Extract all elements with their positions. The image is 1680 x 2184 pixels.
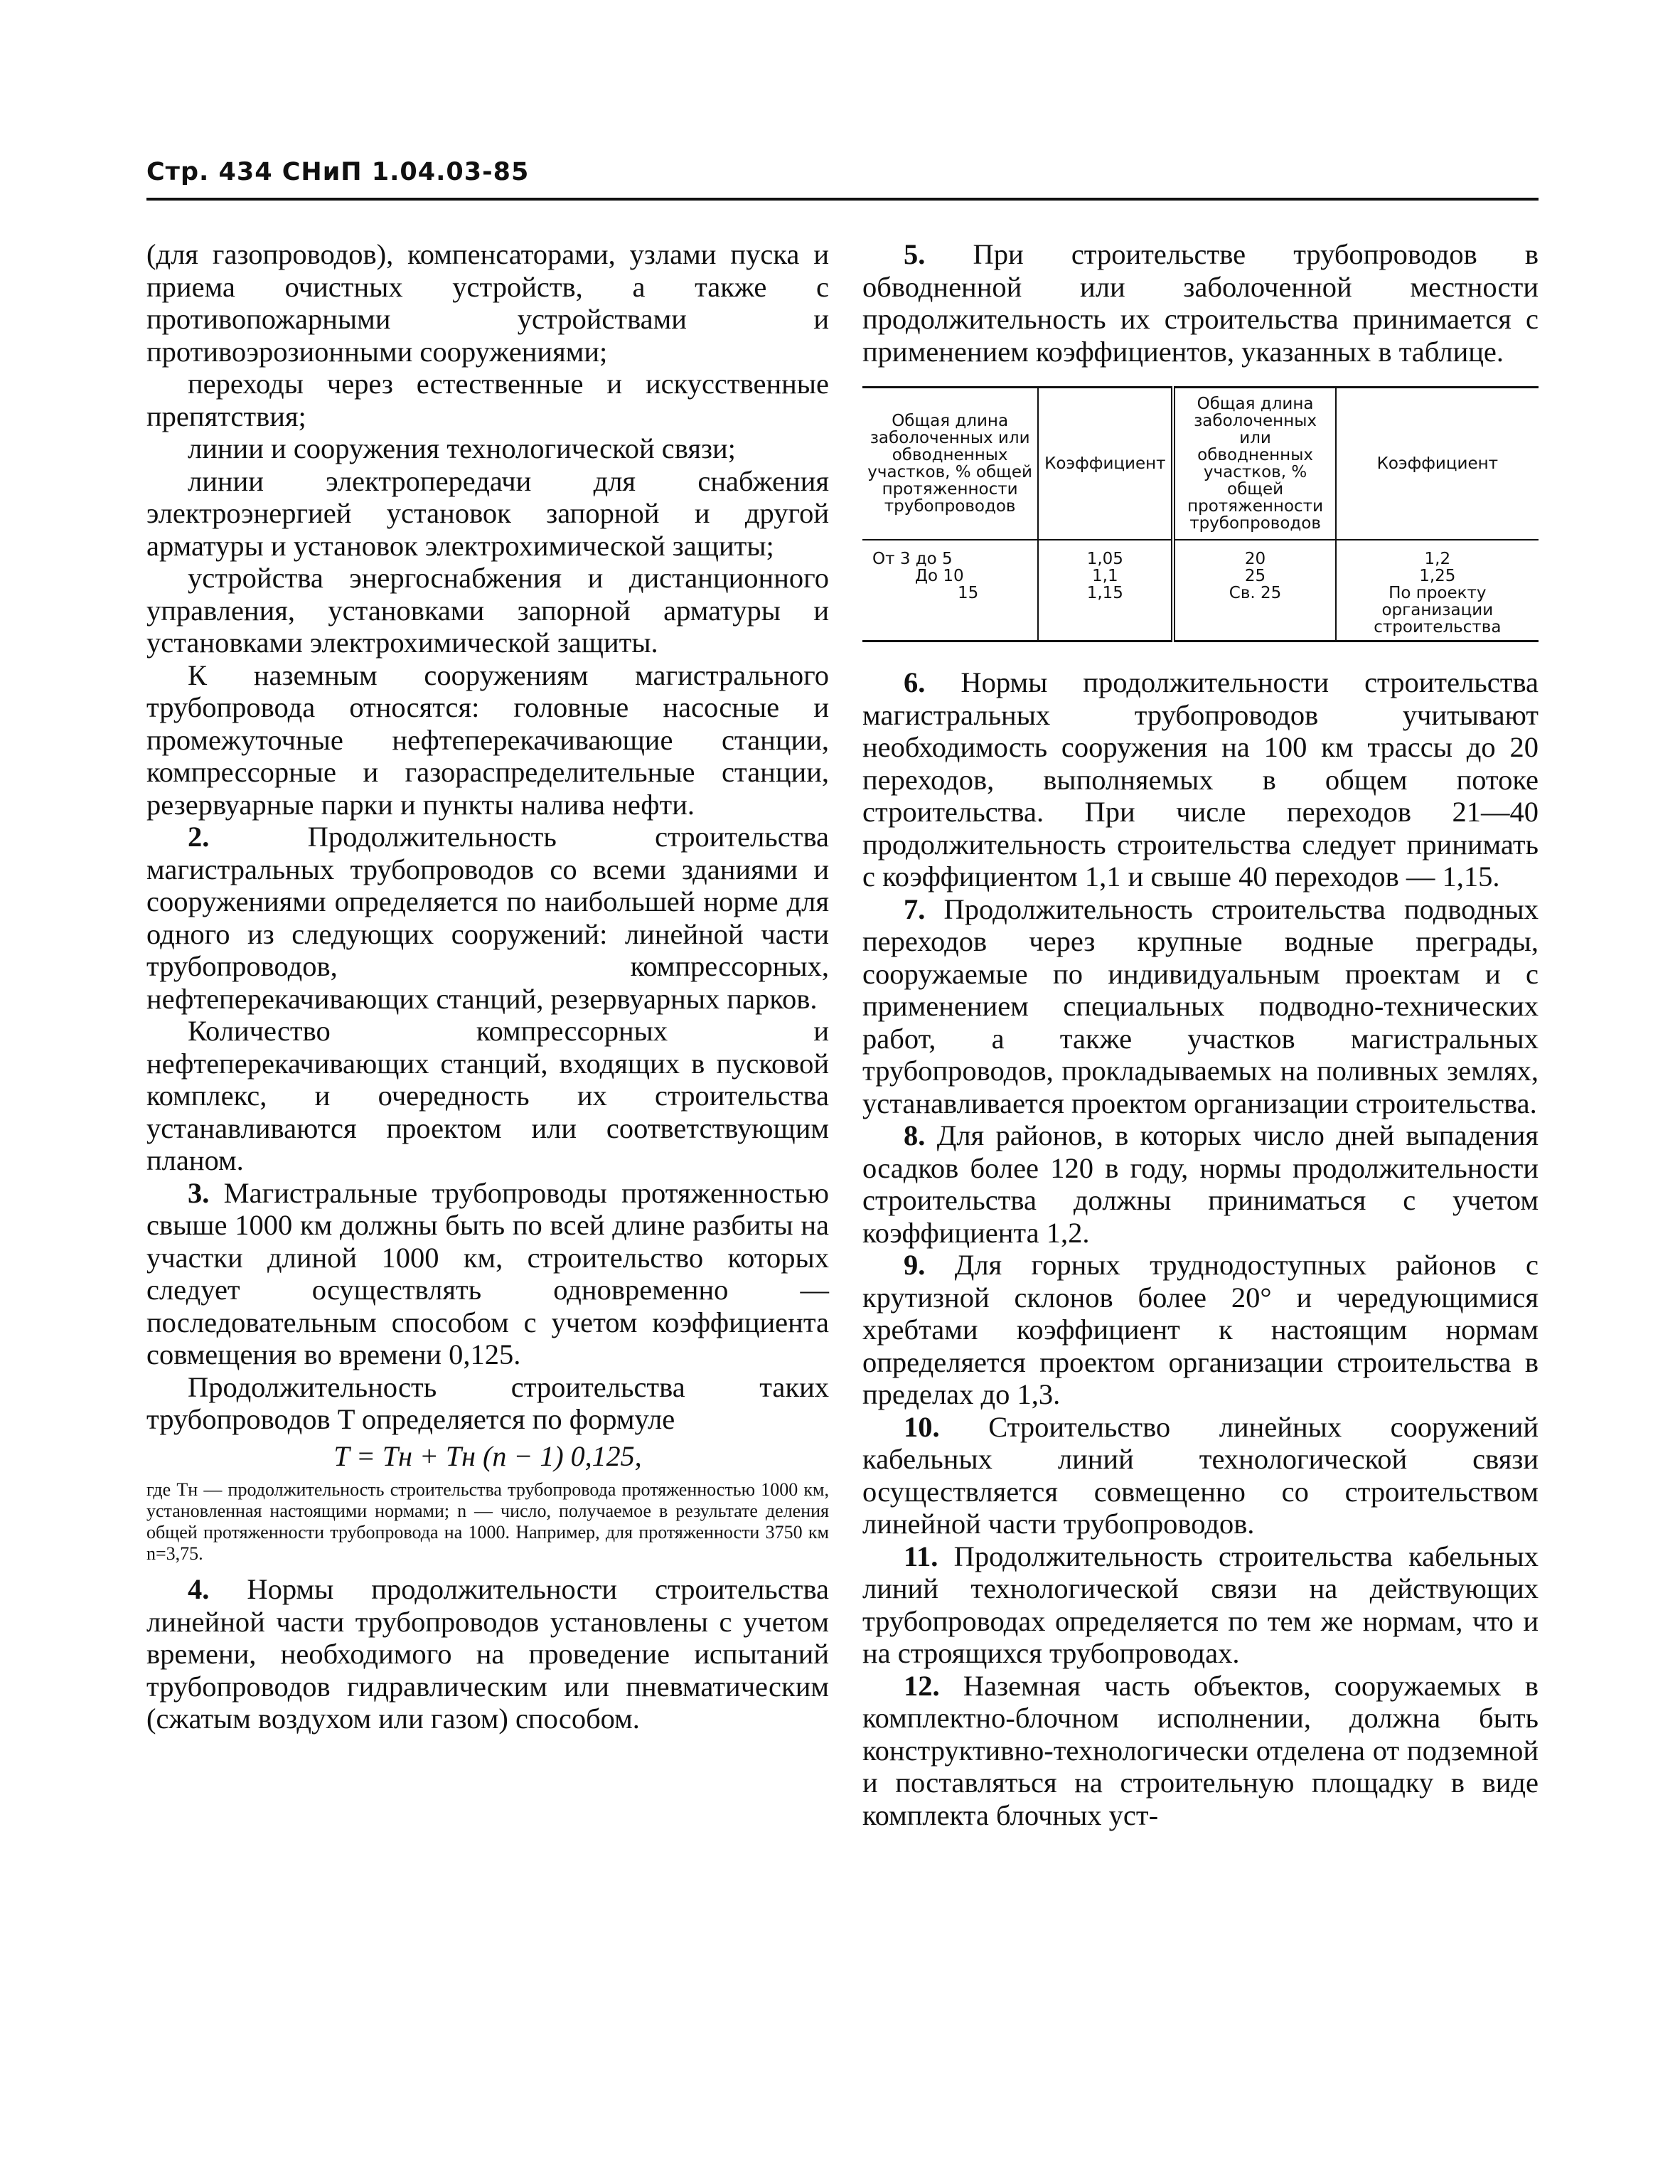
table-header-coef-2: Коэффициент [1336,388,1539,540]
paragraph: линии электропередачи для снабжения электроэнергией установок запорной и другой арматуры и установок электрохимической защиты; [146,464,829,562]
table-cell-length-2 [1173,540,1335,641]
table-cell: Св. 25 [1229,584,1282,602]
paragraph-8 [862,1119,1539,1249]
paragraph-number: 3. [188,1176,210,1209]
paragraph-text: Для горных труднодоступных районов с крутизной склонов более 20° и чередующимися хребтами коэффициент к настоящим нормам определяется проектом организации строительства в пределах до 1,3. [862,1249,1539,1410]
paragraph-12 [862,1670,1539,1832]
paragraph-number: 10. [904,1410,940,1443]
paragraph: К наземным сооружениям магистрального трубопровода относятся: головные насосные и промежуточные нефтеперекачивающие станции, компрессорные и газораспределительные станции, резервуарные парки и пункты налива нефти. [146,659,829,821]
table-cell: 1,05 [1086,550,1123,568]
table-cell-length-1 [862,540,1038,641]
paragraph-3 [146,1177,829,1371]
paragraph-2 [146,821,829,1015]
table-cell: 1,2 [1424,550,1451,568]
paragraph-text: Наземная часть объектов, сооружаемых в комплектно-блочном исполнении, должна быть конструктивно-технологически отделена от подземной и поставляться на строительную площадку в виде комплекта блочных уст- [862,1669,1539,1831]
paragraph-text: Нормы продолжительности строительства магистральных трубопроводов учитывают необходимость сооружения на 100 км трассы до 20 переходов, выполняемых в общем потоке строительства. При числе переходов 21—40 продолжительность строительства следует принимать с коэффициентом 1,1 и свыше 40 переходов — 1,15. [862,666,1539,893]
paragraph: линии и сооружения технологической связи; [188,432,736,464]
paragraph-11 [862,1540,1539,1670]
table-cell-coef-1 [1038,540,1173,641]
paragraph-10 [862,1411,1539,1540]
table-cell: До 10 [915,567,964,585]
coefficient-table [862,386,1539,642]
paragraph-9 [862,1249,1539,1411]
page-header [146,158,1539,201]
formula: T = Tн + Tн (n − 1) 0,125, [333,1439,642,1472]
table-cell: По проекту организации строительства [1374,584,1502,636]
paragraph-text: Для районов, в которых число дней выпадения осадков более 120 в году, нормы продолжительности строительства должны приниматься с учетом коэффициента 1,2. [862,1119,1539,1249]
paragraph-text: Нормы продолжительности строительства линейной части трубопроводов установлены с учетом времени, необходимого на проведение испытаний трубопроводов гидравлическим или пневматическим (сжатым воздухом или газом) способом. [146,1573,830,1735]
paragraph-number: 9. [904,1249,926,1281]
table-cell: 25 [1244,567,1266,585]
formula-footnote: где Tн — продолжительность строительства трубопровода протяженностью 1000 км, установленная настоящими нормами; n — число, получаемое в результате деления общей протяженности трубопровода на 1000. Например, для протяженности 3750 км n=3,75. [146,1479,829,1564]
paragraph-number: 8. [904,1119,926,1151]
paragraph-6 [862,666,1539,893]
table-cell-coef-2 [1336,540,1539,641]
table-cell: 20 [1244,550,1266,568]
table-cell: 1,1 [1092,567,1118,585]
table-header-row [862,388,1539,540]
paragraph-number: 7. [904,893,926,925]
paragraph-number: 2. [188,821,210,853]
table-cell: От 3 до 5 [872,550,953,568]
paragraph-text: Продолжительность строительства подводных переходов через крупные водные преграды, сооружаемые по индивидуальным проектам и с применением специальных подводно-технических работ, а также участков магистральных трубопроводов, прокладываемых на поливных землях, устанавливается проектом организации строительства. [862,893,1539,1119]
paragraph-number: 4. [188,1573,210,1605]
paragraph-text: Магистральные трубопроводы протяженностью свыше 1000 км должны быть по всей длине разбиты на участки длиной 1000 км, строительство которых следует осуществлять одновременно — последовательным способом с учетом коэффициента совмещения во времени 0,125. [146,1176,829,1370]
paragraph-7 [862,893,1539,1120]
paragraph-text: Строительство линейных сооружений кабельных линий технологической связи осуществляется совмещенно со строительством линейной части трубопроводов. [862,1410,1539,1540]
paragraph-text: Продолжительность строительства магистральных трубопроводов со всеми зданиями и сооружениями определяется по наибольшей норме для одного из следующих сооружений: линейной части трубопроводов, компрессорных, нефтеперекачивающих станций, резервуарных парков. [146,821,830,1015]
table-cell: 1,15 [1086,584,1123,602]
paragraph: (для газопроводов), компенсаторами, узлами пуска и приема очистных устройств, а также с противопожарными устройствами и противоэрозионными сооружениями; [146,238,829,368]
table-row [862,540,1539,641]
paragraph-number: 5. [904,238,926,270]
table-header-length-1: Общая длина заболоченных или обводненных участков, % общей протяженности трубопроводов [862,388,1038,540]
table-header-coef-1: Коэффициент [1038,388,1173,540]
paragraph-number: 12. [904,1669,940,1702]
right-column [862,238,1539,1831]
page-header-title: Стр. 434 СНиП 1.04.03-85 [146,158,530,186]
paragraph-number: 11. [904,1540,938,1572]
paragraph: устройства энергоснабжения и дистанционного управления, установками запорной арматуры и установками электрохимической защиты. [146,562,829,659]
paragraph-text: При строительстве трубопроводов в обводненной или заболоченной местности продолжительность их строительства принимается с применением коэффициентов, указанных в таблице. [862,238,1539,368]
paragraph-5 [862,238,1539,368]
paragraph-4 [146,1573,829,1735]
table-cell: 1,25 [1419,567,1456,585]
paragraph: переходы через естественные и искусственные препятствия; [146,368,829,432]
left-column [146,238,829,1735]
paragraph: Количество компрессорных и нефтеперекачивающих станций, входящих в пусковой комплекс, и очередность их строительства устанавливаются проектом или соответствующим планом. [146,1015,829,1176]
table-header-length-2: Общая длина заболоченных или обводненных участков, % общей протяженности трубопроводов [1173,388,1335,540]
paragraph-number: 6. [904,666,926,698]
paragraph: Продолжительность строительства таких трубопроводов T определяется по формуле [146,1370,829,1435]
header-rule [146,198,1539,201]
paragraph-text: Продолжительность строительства кабельных линий технологической связи на действующих трубопроводах определяется по тем же нормам, что и на строящихся трубопроводах. [862,1540,1539,1669]
table-cell: 15 [958,584,979,602]
